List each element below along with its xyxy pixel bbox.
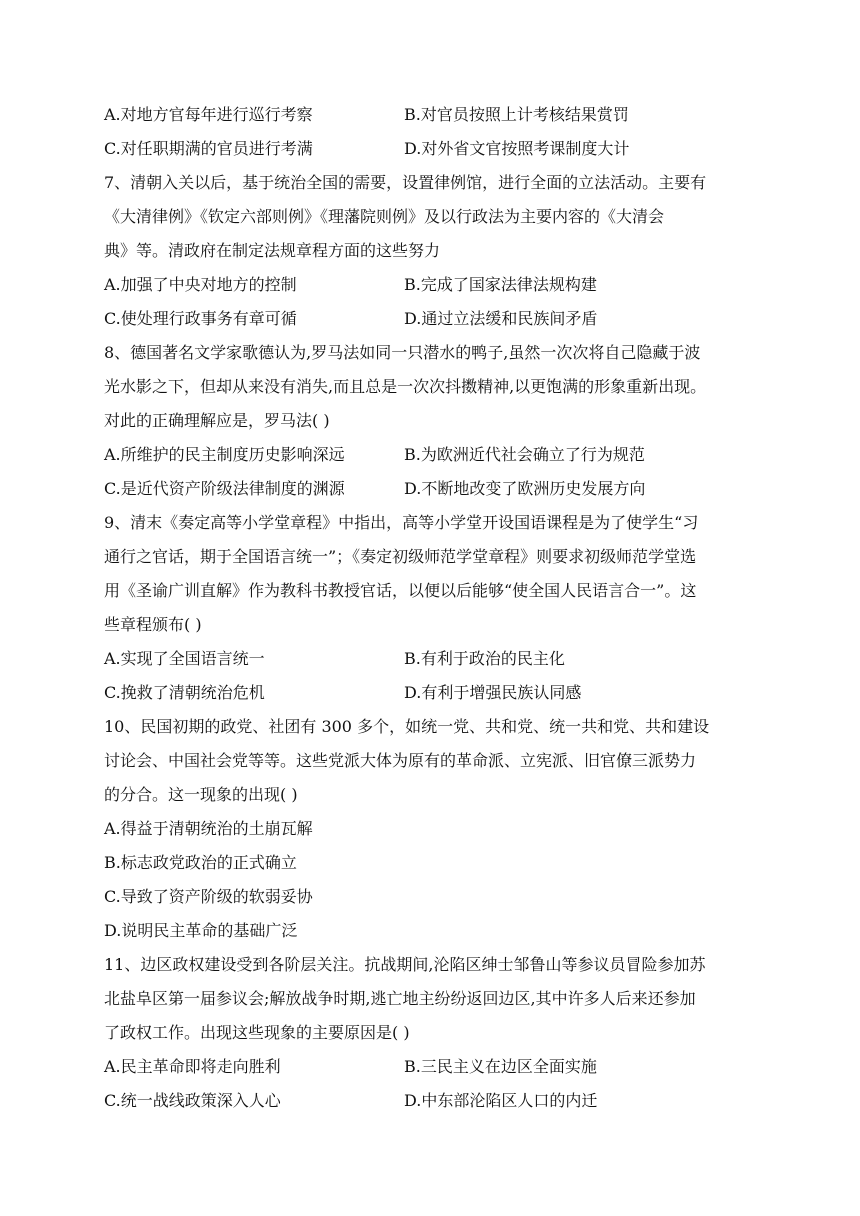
option-b: B.三民主义在边区全面实施 [404, 1057, 597, 1076]
question-stem-line: 11、边区政权建设受到各阶层关注。抗战期间,沦陷区绅士邹鲁山等参议员冒险参加苏 [104, 955, 706, 974]
option-b: B.为欧洲近代社会确立了行为规范 [404, 445, 645, 464]
option-c: C.挽救了清朝统治危机 [104, 683, 265, 702]
option-a: A.加强了中央对地方的控制 [104, 275, 297, 294]
option-row [104, 302, 764, 336]
question-stem-line: 8、德国著名文学家歌德认为,罗马法如同一只潜水的鸭子,虽然一次次将自己隐藏于波 [104, 343, 701, 362]
question-stem-line: 用《圣谕广训直解》作为教科书教授官话，以便以后能够“使全国人民语言合一”。这 [104, 581, 697, 600]
exam-page [104, 98, 764, 1118]
option-c: C.统一战线政策深入人心 [104, 1091, 281, 1110]
question-stem-line: 些章程颁布( ) [104, 615, 202, 634]
option-d: D.有利于增强民族认同感 [404, 683, 582, 702]
question-11 [104, 948, 764, 1118]
option-a: A.所维护的民主制度历史影响深远 [104, 445, 345, 464]
option-c: C.对任职期满的官员进行考满 [104, 139, 313, 158]
option-d: D.通过立法缓和民族间矛盾 [404, 309, 598, 328]
question-stem-line: 讨论会、中国社会党等等。这些党派大体为原有的革命派、立宪派、旧官僚三派势力 [104, 751, 697, 770]
question-stem-line: 9、清末《奏定高等小学堂章程》中指出，高等小学堂开设国语课程是为了使学生“习 [104, 513, 699, 532]
option-row [104, 132, 764, 166]
question-stem-line: 北盐阜区第一届参议会;解放战争时期,逃亡地主纷纷返回边区,其中许多人后来还参加 [104, 989, 696, 1008]
question-stem-line: 对此的正确理解应是，罗马法( ) [104, 411, 330, 430]
option-c: C.是近代资产阶级法律制度的渊源 [104, 479, 345, 498]
option-a: A.得益于清朝统治的土崩瓦解 [104, 819, 313, 838]
question-6 [104, 98, 764, 166]
option-d: D.中东部沦陷区人口的内迁 [404, 1091, 598, 1110]
question-stem-line: 了政权工作。出现这些现象的主要原因是( ) [104, 1023, 410, 1042]
option-b: B.完成了国家法律法规构建 [404, 275, 597, 294]
option-b: B.对官员按照上计考核结果赏罚 [404, 105, 629, 124]
question-8 [104, 336, 764, 506]
option-c: C.导致了资产阶级的软弱妥协 [104, 887, 313, 906]
question-9 [104, 506, 764, 710]
option-c: C.使处理行政事务有章可循 [104, 309, 297, 328]
option-row [104, 1084, 764, 1118]
option-d: D.不断地改变了欧洲历史发展方向 [404, 479, 646, 498]
question-stem-line: 光水影之下，但却从来没有消失,而且总是一次次抖擞精神,以更饱满的形象重新出现。 [104, 377, 707, 396]
question-stem-line: 10、民国初期的政党、社团有 300 多个，如统一党、共和党、统一共和党、共和建设 [104, 717, 710, 736]
option-row [104, 438, 764, 472]
option-row [104, 642, 764, 676]
question-stem-line: 7、清朝入关以后，基于统治全国的需要，设置律例馆，进行全面的立法活动。主要有 [104, 173, 707, 192]
option-a: A.民主革命即将走向胜利 [104, 1057, 281, 1076]
option-row [104, 1050, 764, 1084]
option-d: D.说明民主革命的基础广泛 [104, 921, 298, 940]
question-10 [104, 710, 764, 948]
question-7 [104, 166, 764, 336]
question-stem-line: 典》等。清政府在制定法规章程方面的这些努力 [104, 241, 441, 260]
option-b: B.有利于政治的民主化 [404, 649, 565, 668]
question-stem-line: 通行之官话，期于全国语言统一”；《奏定初级师范学堂章程》则要求初级师范学堂选 [104, 547, 697, 566]
option-row [104, 472, 764, 506]
option-b: B.标志政党政治的正式确立 [104, 853, 297, 872]
option-a: A.实现了全国语言统一 [104, 649, 265, 668]
option-row [104, 268, 764, 302]
question-stem-line: 的分合。这一现象的出现( ) [104, 785, 298, 804]
option-a: A.对地方官每年进行巡行考察 [104, 105, 313, 124]
option-row [104, 98, 764, 132]
option-d: D.对外省文官按照考课制度大计 [404, 139, 630, 158]
option-row [104, 676, 764, 710]
question-stem-line: 《大清律例》《钦定六部则例》《理藩院则例》及以行政法为主要内容的《大清会 [104, 207, 665, 226]
